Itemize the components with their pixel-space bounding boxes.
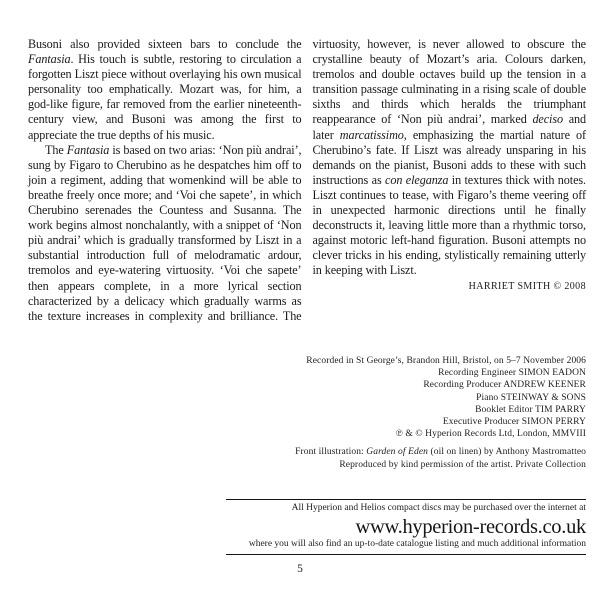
page-number: 5 [297, 563, 303, 575]
italic-term: marcatissimo [339, 127, 404, 142]
credit-line-engineer: Recording Engineer SIMON EADON [438, 368, 586, 379]
paragraph-text: and later [312, 112, 586, 142]
hyperion-url: www.hyperion-records.co.uk [355, 515, 586, 538]
purchase-line-1: All Hyperion and Helios compact discs may be purchased over the internet at [291, 503, 586, 513]
credit-line-producer: Recording Producer ANDREW KEENER [423, 380, 586, 391]
purchase-info-box [226, 499, 586, 555]
article-columns [28, 37, 586, 337]
paragraph-text: Busoni also provided sixteen bars to conclude the [28, 37, 302, 51]
paragraph-1 [28, 37, 302, 143]
italic-term: Fantasia [28, 52, 71, 67]
artwork-title: Garden of Eden [366, 447, 428, 458]
credit-line-copyright: ℗ & © Hyperion Records Ltd, London, MMVIII [395, 429, 586, 440]
credits-block [295, 355, 586, 471]
paragraph-text: is based on two arias: ‘Non più andrai’, sung by Figaro to Cherubino as he despatches him off to join a regiment, adding that womenkind will be able to breathe freely once more; and ‘Voi che sapete’, in which Cherubino serenades the Countess and Susanna. The work begins almost nonchalantly, with a snippet of ‘Non più andrai’ which is gradually transformed by Liszt in a substantial introduction full of melodramatic ardour, tremolos and eye-watering virtuosity. ‘Voi che sapete’ then appears complete, in a more lyrical section characterized by a delicacy which gradually warms as the texture increases in complexity and brilliance. The virtuosity, however, is never allowed to obscure the crystalline beauty of Mozart’s aria. Colours darken, tremolos and double octaves build up the tension in a transition passage culminating in a rising scale of double sixths and thirds which heralds the triumphant reappearance of ‘Non più andrai’, marked [28, 37, 586, 323]
credit-text: Front illustration: [295, 447, 367, 458]
credit-line-piano: Piano STEINWAY & SONS [476, 392, 586, 403]
paragraph-text: . His touch is subtle, restoring to circulation a forgotten Liszt piece without overlaying his own musical personality too emphatically. Mozart was, for him, a god-like figure, far removed from the earlier nineteenth-century view, and Busoni was among the first to appreciate the true depths of his music. [28, 52, 302, 142]
credit-text: (oil on linen) by Anthony Mastromatteo [428, 447, 586, 458]
credit-line-recorded: Recorded in St George’s, Brandon Hill, Bristol, on 5–7 November 2006 [306, 356, 586, 366]
author-byline: HARRIET SMITH © 2008 [468, 280, 586, 292]
paragraph-text: in textures thick with notes. Liszt continues to tease, with Figaro’s theme veering off in unexpected harmonic directions until he finally deconstructs it, leaving little more than a rhythmic torso, against motoric left-hand figuration. Busoni attempts no clever tricks in his ending, stylistically remaining utterly in keeping with Liszt. [312, 172, 586, 278]
italic-term: deciso [532, 112, 563, 127]
credit-line-executive-producer: Executive Producer SIMON PERRY [442, 417, 586, 428]
paragraph-text: , emphasizing the martial nature of Cherubino’s fate. If Liszt was already unsparing in his demands on the pianist, Busoni adds to these with such instructions as [312, 127, 586, 187]
italic-term: con eleganza [385, 172, 449, 187]
credit-line-booklet-editor: Booklet Editor TIM PARRY [475, 404, 586, 415]
paragraph-text: The [45, 142, 67, 157]
italic-term: Fantasia [66, 142, 110, 157]
purchase-line-2: where you will also find an up-to-date catalogue listing and much additional information [248, 538, 586, 549]
illustration-permission: Reproduced by kind permission of the artist. Private Collection [339, 459, 586, 470]
illustration-credit [295, 446, 586, 458]
